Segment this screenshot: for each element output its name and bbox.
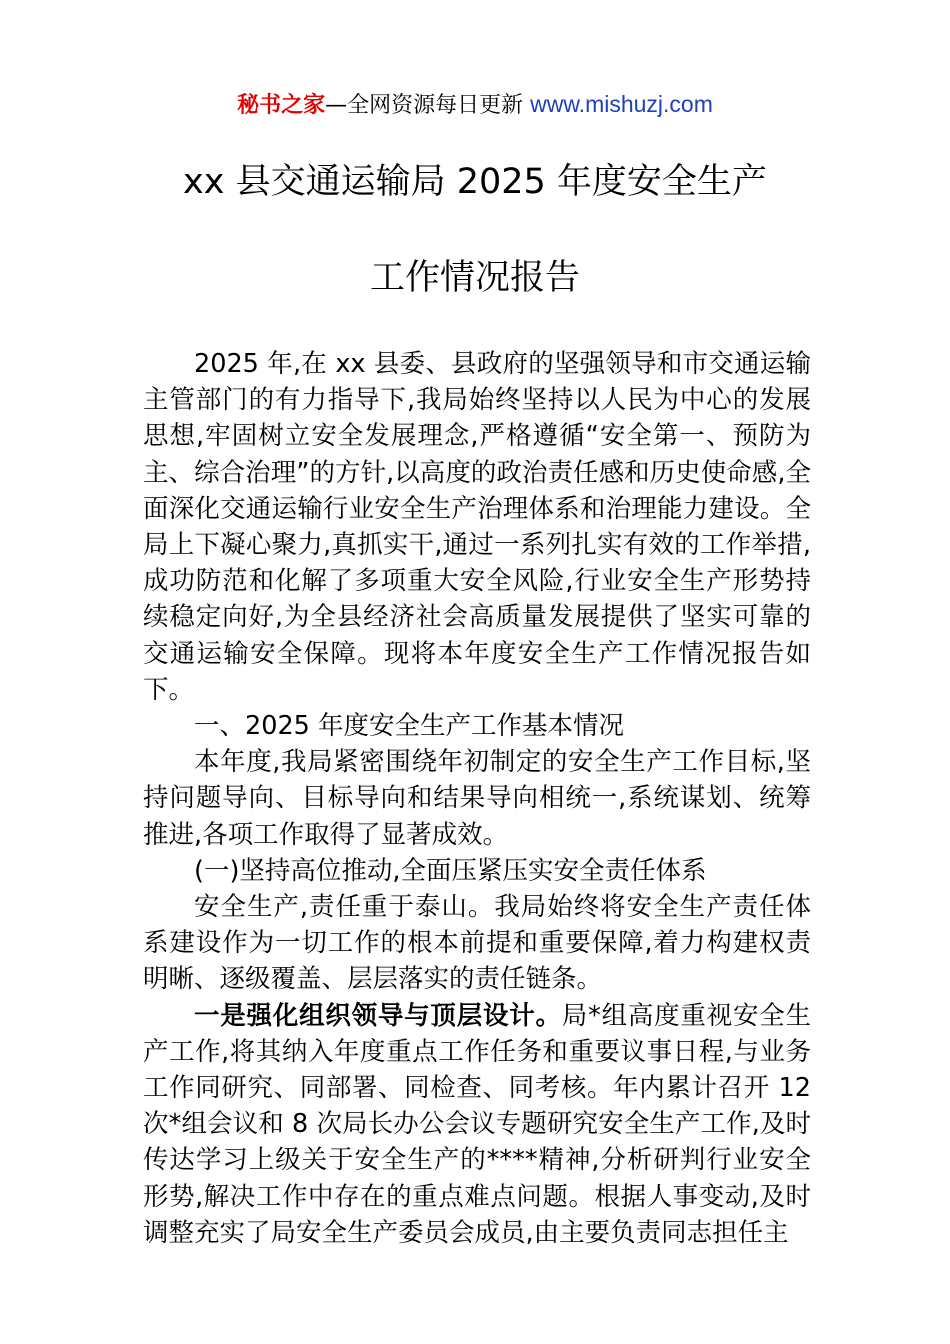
brand-name: 秘书之家 [237, 93, 326, 118]
document-title-line-1: xx 县交通运输局 2025 年度安全生产 [183, 162, 767, 202]
section-paragraph: 本年度,我局紧密围绕年初制定的安全生产工作目标,坚持问题导向、目标导向和结果导向相统一,系统谋划、统筹推进,各项工作取得了显著成效。 [143, 747, 811, 850]
document-title-line-2: 工作情况报告 [369, 258, 580, 298]
site-url-link[interactable]: www.mishuzj.com [530, 91, 713, 117]
intro-paragraph: 2025 年,在 xx 县委、县政府的坚强领导和市交通运输主管部门的有力指导下,我局始终坚持以人民为中心的发展思想,牢固树立安全发展理念,严格遵循“安全第一、预防为主、综合治理”的方针,以高度的政治责任感和历史使命感,全面深化交通运输行业安全生产治理体系和治理能力建设。全局上下凝心聚力,真抓实干,通过一系列扎实有效的工作举措,成功防范和化解了多项重大安全风险,行业安全生产形势持续稳定向好,为全县经济社会高质量发展提供了坚实可靠的交通运输安全保障。现将本年度安全生产工作情况报告如下。 [143, 349, 811, 705]
measure-text: 局*组高度重视安全生产工作,将其纳入年度重点工作任务和重要议事日程,与业务工作同研究、同部署、同检查、同考核。年内累计召开 12 次*组会议和 8 次局长办公会议专题研究安全生产工作,及时传达学习上级关于安全生产的****精神,分析研判行业安全形势,解决工作中存在的重点难点问题。根据人事变动,及时调整充实了局安全生产委员会成员,由主要负责同志担任主 [143, 1000, 811, 1248]
header-tagline: —全网资源每日更新 [325, 93, 531, 118]
measure-lead: 一是强化组织领导与顶层设计。 [194, 1000, 562, 1031]
site-header [0, 88, 950, 122]
subsection-heading: (一)坚持高位推动,全面压紧压实安全责任体系 [194, 855, 707, 886]
document-body [143, 346, 811, 1251]
measure-paragraph [143, 998, 811, 1251]
subsection-paragraph: 安全生产,责任重于泰山。我局始终将安全生产责任体系建设作为一切工作的根本前提和重要保障,着力构建权责明晰、逐级覆盖、层层落实的责任链条。 [143, 892, 811, 995]
section-heading: 一、2025 年度安全生产工作基本情况 [194, 711, 625, 742]
